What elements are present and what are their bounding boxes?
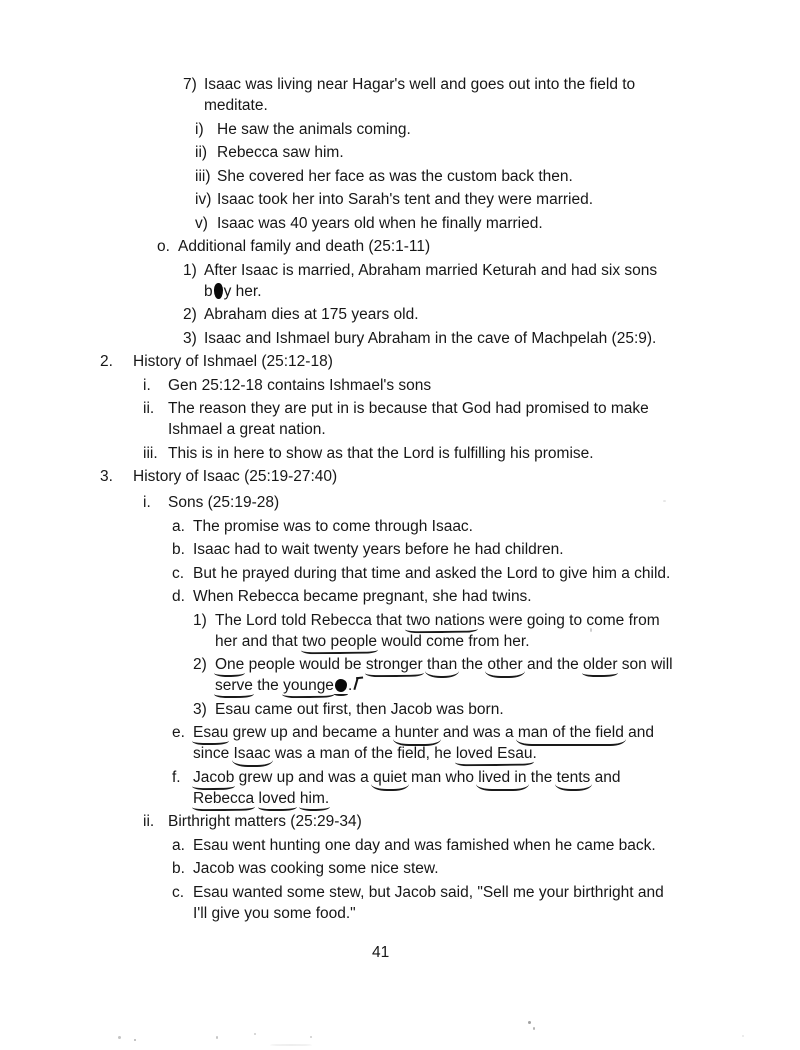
outline-item [0, 882, 800, 924]
outline-line [172, 858, 800, 879]
text-segment: serve [215, 677, 253, 694]
text-segment: Gen 25:12-18 contains Ishmael's sons [168, 376, 432, 394]
outline-line [172, 586, 800, 607]
ink-blot-icon [214, 283, 223, 299]
list-marker: d. [172, 588, 185, 605]
outline-item [0, 304, 800, 325]
list-marker: i. [143, 494, 151, 511]
item-text [193, 860, 439, 877]
text-segment: loved [258, 789, 296, 807]
text-segment: since [193, 745, 234, 762]
text-segment: He saw the animals coming. [217, 120, 411, 138]
scan-speck [742, 1035, 744, 1037]
scan-speck [118, 1036, 121, 1039]
text-segment: and [590, 768, 621, 786]
outline-line [172, 743, 800, 764]
outline-line [172, 539, 800, 560]
item-text [215, 633, 530, 650]
text-segment: younge [283, 677, 334, 694]
scan-speck [590, 628, 592, 632]
outline-item [0, 328, 800, 349]
list-marker: iv) [195, 191, 212, 208]
outline-item [0, 722, 800, 764]
outline-line [195, 166, 800, 187]
outline-line [172, 788, 800, 809]
outline-line [172, 563, 800, 584]
item-text [133, 468, 337, 485]
text-segment: two people [302, 632, 378, 650]
outline-item [0, 398, 800, 440]
item-text [204, 330, 656, 347]
item-text [193, 837, 656, 854]
item-text [217, 144, 344, 161]
text-segment: The Lord told Rebecca that [215, 611, 407, 629]
item-text [217, 121, 411, 138]
item-text [193, 745, 537, 762]
outline-line [183, 281, 800, 302]
outline-line [157, 236, 800, 257]
outline-line [143, 398, 800, 419]
text-segment: b [204, 282, 213, 300]
text-segment: Esau went hunting one day and was famished when he came back. [193, 836, 656, 854]
item-text [217, 215, 543, 232]
list-marker: 3) [193, 700, 207, 718]
text-segment: When Rebecca became pregnant, she had twins. [193, 588, 532, 605]
outline-line [183, 74, 800, 95]
text-segment: than [427, 656, 458, 673]
text-segment: Abraham dies at 175 years old. [204, 306, 419, 323]
item-text [168, 421, 326, 438]
text-segment: s were going to come from [476, 611, 660, 629]
item-text [217, 191, 593, 208]
text-segment: hunter [394, 724, 439, 741]
list-marker: 3. [100, 468, 113, 485]
text-segment: Jacob [193, 768, 235, 786]
scan-speck [663, 500, 666, 502]
list-marker: e. [172, 724, 185, 741]
text-segment: man of the field [517, 724, 624, 741]
text-segment: man who [406, 768, 479, 786]
outline-item [0, 351, 800, 372]
item-text [215, 677, 364, 694]
text-segment: other [487, 656, 523, 673]
item-text [204, 76, 635, 93]
text-segment: lived in [478, 768, 527, 786]
item-text [204, 97, 268, 114]
text-segment: meditate. [204, 97, 268, 114]
text-segment: The reason they are put in is because that God had promised to make [168, 400, 649, 417]
outline-item [0, 166, 800, 187]
outline-item [0, 443, 800, 464]
outline-item [0, 119, 800, 140]
text-segment: . [532, 745, 537, 762]
list-marker: 1) [183, 261, 197, 279]
outline-line [183, 260, 800, 281]
outline-line [193, 675, 800, 696]
item-text [168, 377, 431, 394]
text-segment: was a man of the field, he [270, 745, 456, 762]
item-text [204, 262, 657, 279]
outline-item [0, 74, 800, 116]
outline-line [100, 351, 800, 372]
outline-line [193, 654, 800, 675]
text-segment: stronger [365, 656, 423, 673]
scan-speck [533, 1027, 535, 1030]
text-segment: Additional family and death (25:1-11) [178, 238, 431, 255]
outline-item [0, 466, 800, 487]
list-marker: 3) [183, 329, 197, 347]
item-text [168, 445, 594, 462]
text-segment: History of Ishmael (25:12-18) [133, 353, 333, 370]
outline-line [195, 119, 800, 140]
outline-item [0, 610, 800, 652]
text-segment: tents [556, 768, 591, 786]
item-text [193, 565, 670, 582]
outline-item [0, 260, 800, 302]
list-marker: c. [172, 883, 185, 901]
outline-line [172, 882, 800, 903]
outline-item [0, 654, 800, 696]
outline-line [143, 419, 800, 440]
text-segment: people would be [244, 656, 366, 673]
list-marker: ii. [143, 813, 155, 830]
outline-line [195, 213, 800, 234]
text-segment: the [457, 656, 488, 673]
list-marker: ii) [195, 144, 208, 161]
text-segment: Jacob was cooking some nice stew. [193, 860, 439, 877]
ink-blot-icon [335, 679, 347, 692]
text-segment: Esau [193, 724, 229, 741]
text-segment: two nation [406, 611, 477, 629]
item-text [193, 905, 356, 922]
list-marker: a. [172, 517, 185, 535]
outline-item [0, 142, 800, 163]
scan-speck [270, 1044, 312, 1046]
text-segment: I'll give you some food." [193, 904, 356, 922]
outline-item [0, 811, 800, 832]
list-marker: 2. [100, 353, 113, 370]
text-segment: him. [299, 789, 330, 807]
outline-line [143, 492, 800, 513]
list-marker: a. [172, 836, 185, 854]
scan-speck [134, 1039, 136, 1041]
item-text [168, 813, 362, 830]
text-segment: son will [617, 656, 673, 673]
outline-item [0, 189, 800, 210]
text-segment: Isaac took her into Sarah's tent and they were married. [217, 191, 594, 208]
text-segment: and [623, 724, 655, 741]
outline-line [172, 903, 800, 924]
text-segment: Birthright matters (25:29-34) [168, 813, 362, 830]
text-segment: This is in here to show as that the Lord is fulfilling his promise. [168, 444, 594, 462]
item-text [217, 168, 573, 185]
scan-speck [216, 1036, 218, 1039]
outline-item [0, 767, 800, 809]
outline-line [183, 95, 800, 116]
outline-item [0, 492, 800, 513]
outline-line [195, 189, 800, 210]
outline-line [193, 699, 800, 720]
text-segment: quiet [373, 768, 407, 786]
list-marker: iii) [195, 167, 211, 185]
item-text [193, 724, 654, 741]
item-text [204, 283, 262, 300]
list-marker: iii. [143, 444, 158, 462]
text-segment: Isaac [233, 745, 271, 762]
outline-line [172, 835, 800, 856]
outline-line [172, 722, 800, 743]
text-segment: . [347, 677, 353, 694]
text-segment: Isaac and Ishmael bury Abraham in the cave of Machpelah (25:9). [204, 329, 657, 347]
item-text [204, 306, 419, 323]
outline-item [0, 213, 800, 234]
text-segment: History of Isaac (25:19-27:40) [133, 468, 338, 485]
text-segment: The promise was to come through Isaac. [193, 517, 473, 535]
text-segment: and was a [438, 724, 518, 741]
text-segment: older [583, 656, 618, 673]
list-marker: i. [143, 376, 151, 394]
outline-item [0, 563, 800, 584]
scan-speck [310, 1036, 312, 1038]
list-marker: v) [195, 214, 208, 232]
outline-line [172, 767, 800, 788]
page-number: 41 [372, 943, 390, 961]
text-segment: Rebecca saw him. [217, 144, 344, 161]
outline-item [0, 539, 800, 560]
item-text [133, 353, 333, 370]
item-text [193, 884, 664, 901]
text-segment: her and that [215, 632, 303, 650]
list-marker: b. [172, 860, 185, 877]
outline-item [0, 586, 800, 607]
outline-item [0, 835, 800, 856]
outline-item [0, 236, 800, 257]
list-marker: ii. [143, 400, 155, 417]
list-marker: f. [172, 768, 181, 786]
outline-line [183, 304, 800, 325]
item-text [178, 238, 430, 255]
text-segment: But he prayed during that time and asked the Lord to give him a child. [193, 564, 671, 582]
outline-line [183, 328, 800, 349]
outline-line [143, 375, 800, 396]
item-text [193, 790, 329, 807]
outline-line [172, 516, 800, 537]
outline-item [0, 375, 800, 396]
list-marker: o. [157, 238, 170, 255]
scan-speck [254, 1033, 256, 1035]
text-segment: grew up and was a [234, 768, 374, 786]
item-text [168, 400, 649, 417]
outline-line [195, 142, 800, 163]
text-segment: and the [522, 656, 584, 673]
pen-mark-icon [354, 677, 366, 692]
outline-line [193, 610, 800, 631]
text-segment: Sons (25:19-28) [168, 494, 280, 511]
text-segment: Esau came out first, then Jacob was born. [215, 700, 504, 718]
item-text [215, 701, 504, 718]
outline-line [143, 811, 800, 832]
item-text [193, 518, 473, 535]
text-segment: Rebecca [193, 789, 255, 807]
item-text [193, 769, 620, 786]
text-segment: the [526, 768, 557, 786]
item-text [215, 656, 673, 673]
text-segment: Esau wanted some stew, but Jacob said, "Sell me your birthright and [193, 883, 664, 901]
outline-line [193, 631, 800, 652]
list-marker: c. [172, 564, 185, 582]
text-segment: Isaac was living near Hagar's well and goes out into the field to [204, 76, 636, 93]
text-segment: She covered her face as was the custom back then. [217, 167, 573, 185]
text-segment: the [252, 677, 284, 694]
outline-item [0, 699, 800, 720]
item-text [215, 612, 660, 629]
list-marker: 1) [193, 611, 207, 629]
outline-line [143, 443, 800, 464]
outline-item [0, 858, 800, 879]
list-marker: i) [195, 120, 204, 138]
text-segment: loved Esau [455, 745, 533, 762]
list-marker: 2) [183, 306, 197, 323]
list-marker: b. [172, 541, 185, 558]
text-segment: would come from her. [377, 632, 530, 650]
list-marker: 2) [193, 656, 207, 673]
text-segment: Isaac was 40 years old when he finally married. [217, 214, 543, 232]
item-text [168, 494, 279, 511]
text-segment: Isaac had to wait twenty years before he had children. [193, 541, 564, 558]
outline-item [0, 516, 800, 537]
item-text [193, 588, 532, 605]
text-segment: After Isaac is married, Abraham married Keturah and had six sons [204, 261, 658, 279]
text-segment: grew up and became a [228, 724, 395, 741]
outline-line [100, 466, 800, 487]
text-segment: One [215, 656, 245, 673]
item-text [193, 541, 564, 558]
text-segment: y her. [223, 282, 262, 300]
scan-speck [528, 1021, 531, 1024]
text-segment: Ishmael a great nation. [168, 421, 326, 438]
list-marker: 7) [183, 76, 197, 93]
